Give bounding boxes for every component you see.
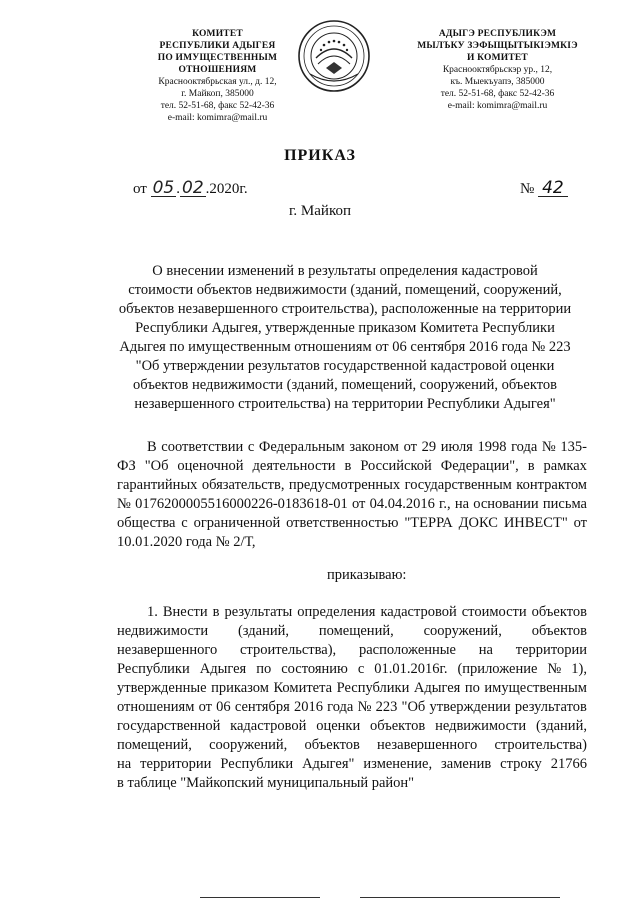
word: Адыгея" <box>302 756 355 772</box>
word: ограниченной <box>193 515 281 531</box>
word: 1. <box>147 604 158 620</box>
word: на <box>454 496 470 512</box>
header-left-address-line: Краснооктябрьская ул., д. 12, <box>158 77 277 87</box>
word: 0176200005516000226-0183618-01 <box>135 496 348 512</box>
word: с <box>247 439 255 455</box>
word: гарантийных <box>117 477 198 493</box>
word: 06 <box>216 699 231 715</box>
header-left-org-line: КОМИТЕТ <box>192 29 243 39</box>
word: незавершенного <box>377 737 478 753</box>
word: объектов <box>531 623 587 639</box>
subject-line: Адыгея по имущественным отношениям от 06 сентября 2016 года № 223 <box>119 339 571 355</box>
word: по <box>256 661 272 677</box>
word: года <box>327 699 354 715</box>
word: имущественным <box>484 680 587 696</box>
coat-of-arms-emblem-icon <box>296 18 372 94</box>
word: в <box>344 458 352 474</box>
word: утвержденные <box>117 680 207 696</box>
word: с <box>357 661 365 677</box>
word: от <box>198 699 212 715</box>
paragraph-line <box>117 476 587 495</box>
footer-rule <box>360 897 560 898</box>
header-left-org-line: РЕСПУБЛИКИ АДЫГЕЯ <box>159 41 276 51</box>
subject-line: незавершенного строительства) на территории Республики Адыгея" <box>134 396 556 412</box>
word: оценочной <box>177 458 244 474</box>
word: соответствии <box>161 439 244 455</box>
word: строку <box>500 756 542 772</box>
paragraph-line <box>117 755 587 774</box>
word: объектов <box>369 718 426 734</box>
subject-line: стоимости объектов недвижимости (зданий, помещений, сооружений, <box>128 282 562 298</box>
word: общества <box>117 515 176 531</box>
header-right-org-line: И КОМИТЕТ <box>467 53 528 63</box>
word: отношениям <box>117 699 195 715</box>
word: объектов <box>304 737 360 753</box>
word: Адыгея <box>199 661 247 677</box>
order-subject <box>110 262 580 414</box>
word: (зданий, <box>535 718 587 734</box>
word: от <box>351 496 366 512</box>
word: "ТЕРРА <box>404 515 453 531</box>
footer-rule <box>200 897 320 898</box>
paragraph-line: в таблице "Майкопский муниципальный район" <box>117 775 415 791</box>
word: законом <box>349 439 399 455</box>
word: заменив <box>441 756 492 772</box>
word: Республики <box>220 756 294 772</box>
date-month-handwritten: 02 <box>182 178 204 198</box>
item-1-paragraph <box>117 603 587 793</box>
word: Федерации", <box>440 458 519 474</box>
word: строительства), <box>240 642 337 658</box>
paragraph-line <box>117 603 587 622</box>
order-date <box>133 180 248 198</box>
header-right-address-line: e-mail: komimra@mail.ru <box>447 101 548 111</box>
word: № <box>541 439 556 455</box>
word: недвижимости <box>117 623 209 639</box>
subject-line: "Об утверждении результатов государственной кадастровой оценки <box>135 358 555 374</box>
word: территории <box>515 642 587 658</box>
word: состоянию <box>281 661 348 677</box>
subject-line: Республики Адыгея, утвержденные приказом Комитета Республики <box>135 320 555 336</box>
word: основании <box>473 496 539 512</box>
word: 2016 <box>293 699 323 715</box>
word: контрактом <box>516 477 587 493</box>
word: строительства) <box>494 737 587 753</box>
word: Комитета <box>273 680 333 696</box>
word: деятельности <box>252 458 336 474</box>
paragraph-line <box>117 736 587 755</box>
word: по <box>464 680 480 696</box>
word: оценки <box>316 718 361 734</box>
word: от <box>403 439 417 455</box>
header-left-block <box>120 28 315 124</box>
word: г., <box>439 496 451 512</box>
word: рамках <box>543 458 587 474</box>
subject-line: объектов незавершенного строительства), расположенные на территории <box>118 301 572 317</box>
word: результаты <box>224 604 293 620</box>
preamble-paragraph <box>117 438 587 552</box>
word: Российской <box>360 458 432 474</box>
word: государственным <box>404 477 512 493</box>
word: на <box>478 642 493 658</box>
word: "Об <box>144 458 169 474</box>
word: 29 <box>421 439 437 455</box>
word: с <box>181 515 188 531</box>
header-right-address-line: Краснооктябрьскэр ур., 12, <box>442 65 553 75</box>
paragraph-line <box>117 679 587 698</box>
paragraph-line <box>117 660 587 679</box>
word: ИНВЕСТ" <box>503 515 568 531</box>
subject-line: О внесении изменений в результаты определения кадастровой <box>152 263 538 279</box>
word: Внести <box>162 604 208 620</box>
paragraph-line <box>117 717 587 736</box>
word: года <box>511 439 538 455</box>
word: кадастровой <box>380 604 457 620</box>
word: объектов <box>531 604 587 620</box>
header-right-address-line: тел. 52-51-68, факс 52-42-36 <box>440 89 555 99</box>
word: недвижимости <box>435 718 527 734</box>
word: результатов <box>514 699 587 715</box>
word: 223 <box>375 699 398 715</box>
city-line: г. Майкоп <box>288 203 352 219</box>
paragraph-line <box>117 438 587 457</box>
paragraph-line: 10.01.2020 года № 2/Т, <box>117 534 256 550</box>
word: незавершенного <box>117 642 218 658</box>
word: предусмотренных <box>288 477 401 493</box>
word: (приложение <box>457 661 538 677</box>
date-year: .2020г. <box>205 181 248 197</box>
word: территории <box>140 756 212 772</box>
word: сооружений, <box>423 623 502 639</box>
word: сентября <box>234 699 290 715</box>
header-right-org-line: АДЫГЭ РЕСПУБЛИКЭМ <box>438 29 557 39</box>
paragraph-line <box>117 641 587 660</box>
word: 135- <box>560 439 587 455</box>
word: (зданий, <box>237 623 289 639</box>
word: на <box>117 756 132 772</box>
word: помещений, <box>117 737 192 753</box>
date-day-handwritten: 05 <box>152 178 175 198</box>
word: от <box>573 515 587 531</box>
word: № <box>357 699 372 715</box>
word: расположенные <box>358 642 456 658</box>
word: стоимости <box>461 604 527 620</box>
word: № <box>117 496 131 512</box>
number-value-handwritten: 42 <box>538 180 568 197</box>
word: письма <box>542 496 587 512</box>
word: Адыгея <box>413 680 461 696</box>
paragraph-line <box>117 495 587 514</box>
word: изменение, <box>363 756 433 772</box>
word: "Об <box>401 699 426 715</box>
word: Республики <box>336 680 410 696</box>
paragraph-line <box>117 457 587 476</box>
subject-line: объектов недвижимости (зданий, помещений, сооружений, объектов <box>133 377 557 393</box>
order-number <box>520 180 568 198</box>
date-separator: . <box>176 181 180 197</box>
word: помещений, <box>318 623 394 639</box>
word: 01.01.2016г. <box>374 661 448 677</box>
word: 1), <box>571 661 587 677</box>
header-right-org-line: МЫЛЪКУ ЗЭФЫЩЫТЫКІЭМКІЭ <box>417 41 578 51</box>
date-prefix: от <box>133 181 147 197</box>
word: Республики <box>117 661 190 677</box>
header-left-address-line: e-mail: komimra@mail.ru <box>167 113 268 123</box>
word: № <box>547 661 562 677</box>
header-right-address-line: къ. Мыекъуапэ, 385000 <box>450 77 545 87</box>
word: утверждении <box>429 699 511 715</box>
word: Федеральным <box>258 439 345 455</box>
header-right-block <box>400 28 595 112</box>
word: ответственностью <box>286 515 399 531</box>
word: ФЗ <box>117 458 136 474</box>
header-left-org-line: ПО ИМУЩЕСТВЕННЫМ ОТНОШЕНИЯМ <box>157 53 278 75</box>
number-prefix: № <box>520 181 535 197</box>
word: 04.04.2016 <box>369 496 435 512</box>
word: кадастровой <box>230 718 307 734</box>
header-left-address-line: тел. 52-51-68, факс 52-42-36 <box>160 101 275 111</box>
header-left-address-line: г. Майкоп, 385000 <box>181 89 254 99</box>
word: в <box>212 604 220 620</box>
word: 21766 <box>550 756 587 772</box>
orders-word: приказываю: <box>327 567 407 583</box>
word: приказом <box>211 680 269 696</box>
word: 1998 <box>477 439 507 455</box>
document-title: ПРИКАЗ <box>284 147 356 164</box>
word: обязательств, <box>201 477 285 493</box>
word: ДОКС <box>458 515 498 531</box>
word: определения <box>297 604 376 620</box>
word: В <box>147 439 157 455</box>
paragraph-line <box>117 514 587 533</box>
paragraph-line <box>117 622 587 641</box>
word: сооружений, <box>209 737 288 753</box>
word: в <box>527 458 535 474</box>
word: государственной <box>117 718 221 734</box>
word: июля <box>440 439 473 455</box>
paragraph-line <box>117 698 587 717</box>
